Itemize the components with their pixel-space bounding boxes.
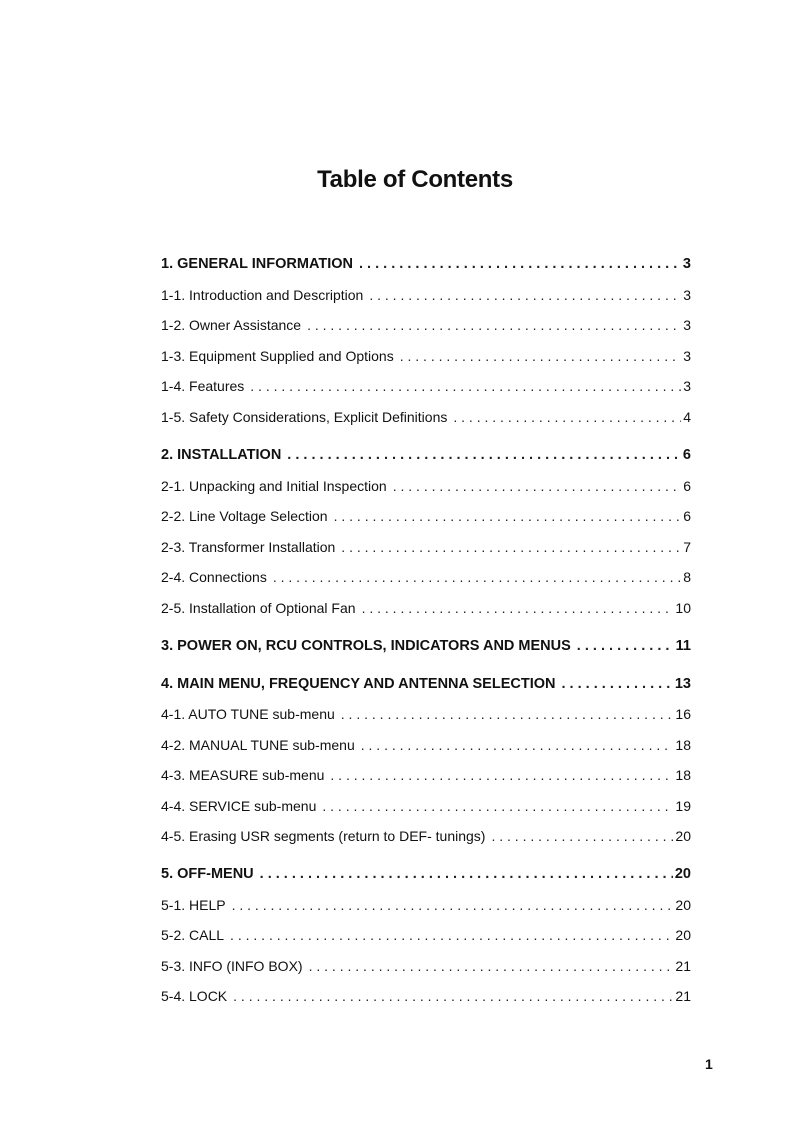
dot-leader [232,897,674,913]
toc-entry-label: 1-4. Features [161,378,245,394]
toc-entry [161,508,691,528]
toc-entry-page: 21 [675,958,691,974]
dot-leader [307,317,681,333]
toc-entry [161,958,691,978]
toc-entry-label: 5. OFF-MENU [161,866,254,882]
dot-leader [393,478,682,494]
toc-entry [161,569,691,589]
page-number: 1 [705,1056,713,1072]
toc-entry-section [161,256,691,276]
toc-entry-page: 16 [675,706,691,722]
toc-entry-label: 4-3. MEASURE sub-menu [161,767,325,783]
toc-entry [161,539,691,559]
toc-entry [161,478,691,498]
dot-leader [361,737,674,753]
toc-entry-page: 3 [683,317,691,333]
toc-entry-label: 5-2. CALL [161,927,225,943]
toc-entry [161,798,691,818]
toc-entry-page: 20 [675,828,691,844]
dot-leader [334,508,682,524]
toc-entry-label: 1-3. Equipment Supplied and Options [161,348,394,364]
toc-entry-label: 1-1. Introduction and Description [161,287,364,303]
dot-leader [260,866,673,882]
dot-leader [369,287,681,303]
dot-leader [341,706,674,722]
toc-entry-page: 4 [683,409,691,425]
toc-entry [161,767,691,787]
toc-entry-page: 6 [683,478,691,494]
toc-entry [161,737,691,757]
toc-entry-page: 11 [675,638,691,654]
toc-entry-page: 18 [675,767,691,783]
toc-entry [161,706,691,726]
toc-entry [161,378,691,398]
toc-entry [161,897,691,917]
dot-leader [341,539,681,555]
toc-entry-label: 4-5. Erasing USR segments (return to DEF- tunings) [161,828,486,844]
toc-entry-section [161,676,691,696]
toc-entry-page: 19 [675,798,691,814]
toc-entry-page: 18 [675,737,691,753]
toc-entry [161,409,691,429]
toc-entry-label: 1-2. Owner Assistance [161,317,302,333]
toc-entry-label: 2-5. Installation of Optional Fan [161,600,356,616]
toc-entry-section [161,447,691,467]
toc-entry-page: 20 [675,897,691,913]
page-title: Table of Contents [317,166,513,193]
dot-leader [309,958,674,974]
toc-entry-page: 20 [674,866,691,882]
toc-entry-label: 5-3. INFO (INFO BOX) [161,958,303,974]
toc-entry-label: 2-2. Line Voltage Selection [161,508,328,524]
toc-entry-label: 5-4. LOCK [161,988,228,1004]
dot-leader [233,988,673,1004]
toc-entry-label: 5-1. HELP [161,897,226,913]
toc-entry-label: 4-1. AUTO TUNE sub-menu [161,706,335,722]
toc-entry-label: 1. GENERAL INFORMATION [161,256,353,272]
toc-entry-page: 3 [683,287,691,303]
toc-entry [161,927,691,947]
toc-entry-page: 3 [683,378,691,394]
toc-entry-page: 3 [683,348,691,364]
dot-leader [273,569,681,585]
toc-entry-page: 7 [683,539,691,555]
toc-entry-page: 21 [675,988,691,1004]
toc-entry-section [161,638,691,658]
dot-leader [230,927,673,943]
toc-entry-label: 2-1. Unpacking and Initial Inspection [161,478,387,494]
toc-entry-label: 4-4. SERVICE sub-menu [161,798,317,814]
toc-entry [161,317,691,337]
toc-entry [161,600,691,620]
toc-entry [161,988,691,1008]
toc-entry-label: 2-4. Connections [161,569,267,585]
toc-entry [161,348,691,368]
toc-entry-page: 13 [674,676,691,692]
toc-entry-page: 10 [675,600,691,616]
toc-entry-label: 4-2. MANUAL TUNE sub-menu [161,737,355,753]
toc-entry [161,287,691,307]
toc-entry-page: 3 [682,256,691,272]
toc-entry-label: 3. POWER ON, RCU CONTROLS, INDICATORS AND MENUS [161,638,571,654]
dot-leader [287,447,681,463]
toc-entry-page: 6 [683,508,691,524]
dot-leader [577,638,674,654]
toc-entry-page: 8 [683,569,691,585]
dot-leader [330,767,673,783]
dot-leader [400,348,681,364]
dot-leader [322,798,673,814]
dot-leader [491,828,673,844]
toc-entry-label: 4. MAIN MENU, FREQUENCY AND ANTENNA SELECTION [161,676,556,692]
toc-entry-page: 6 [682,447,691,463]
toc-entry-section [161,866,691,886]
toc-entry-page: 20 [675,927,691,943]
dot-leader [453,409,681,425]
toc-entry [161,828,691,848]
toc-entry-label: 2. INSTALLATION [161,447,282,463]
dot-leader [359,256,681,272]
toc-entry-label: 1-5. Safety Considerations, Explicit Definitions [161,409,448,425]
dot-leader [362,600,674,616]
toc-entry-label: 2-3. Transformer Installation [161,539,336,555]
dot-leader [250,378,681,394]
dot-leader [561,676,672,692]
